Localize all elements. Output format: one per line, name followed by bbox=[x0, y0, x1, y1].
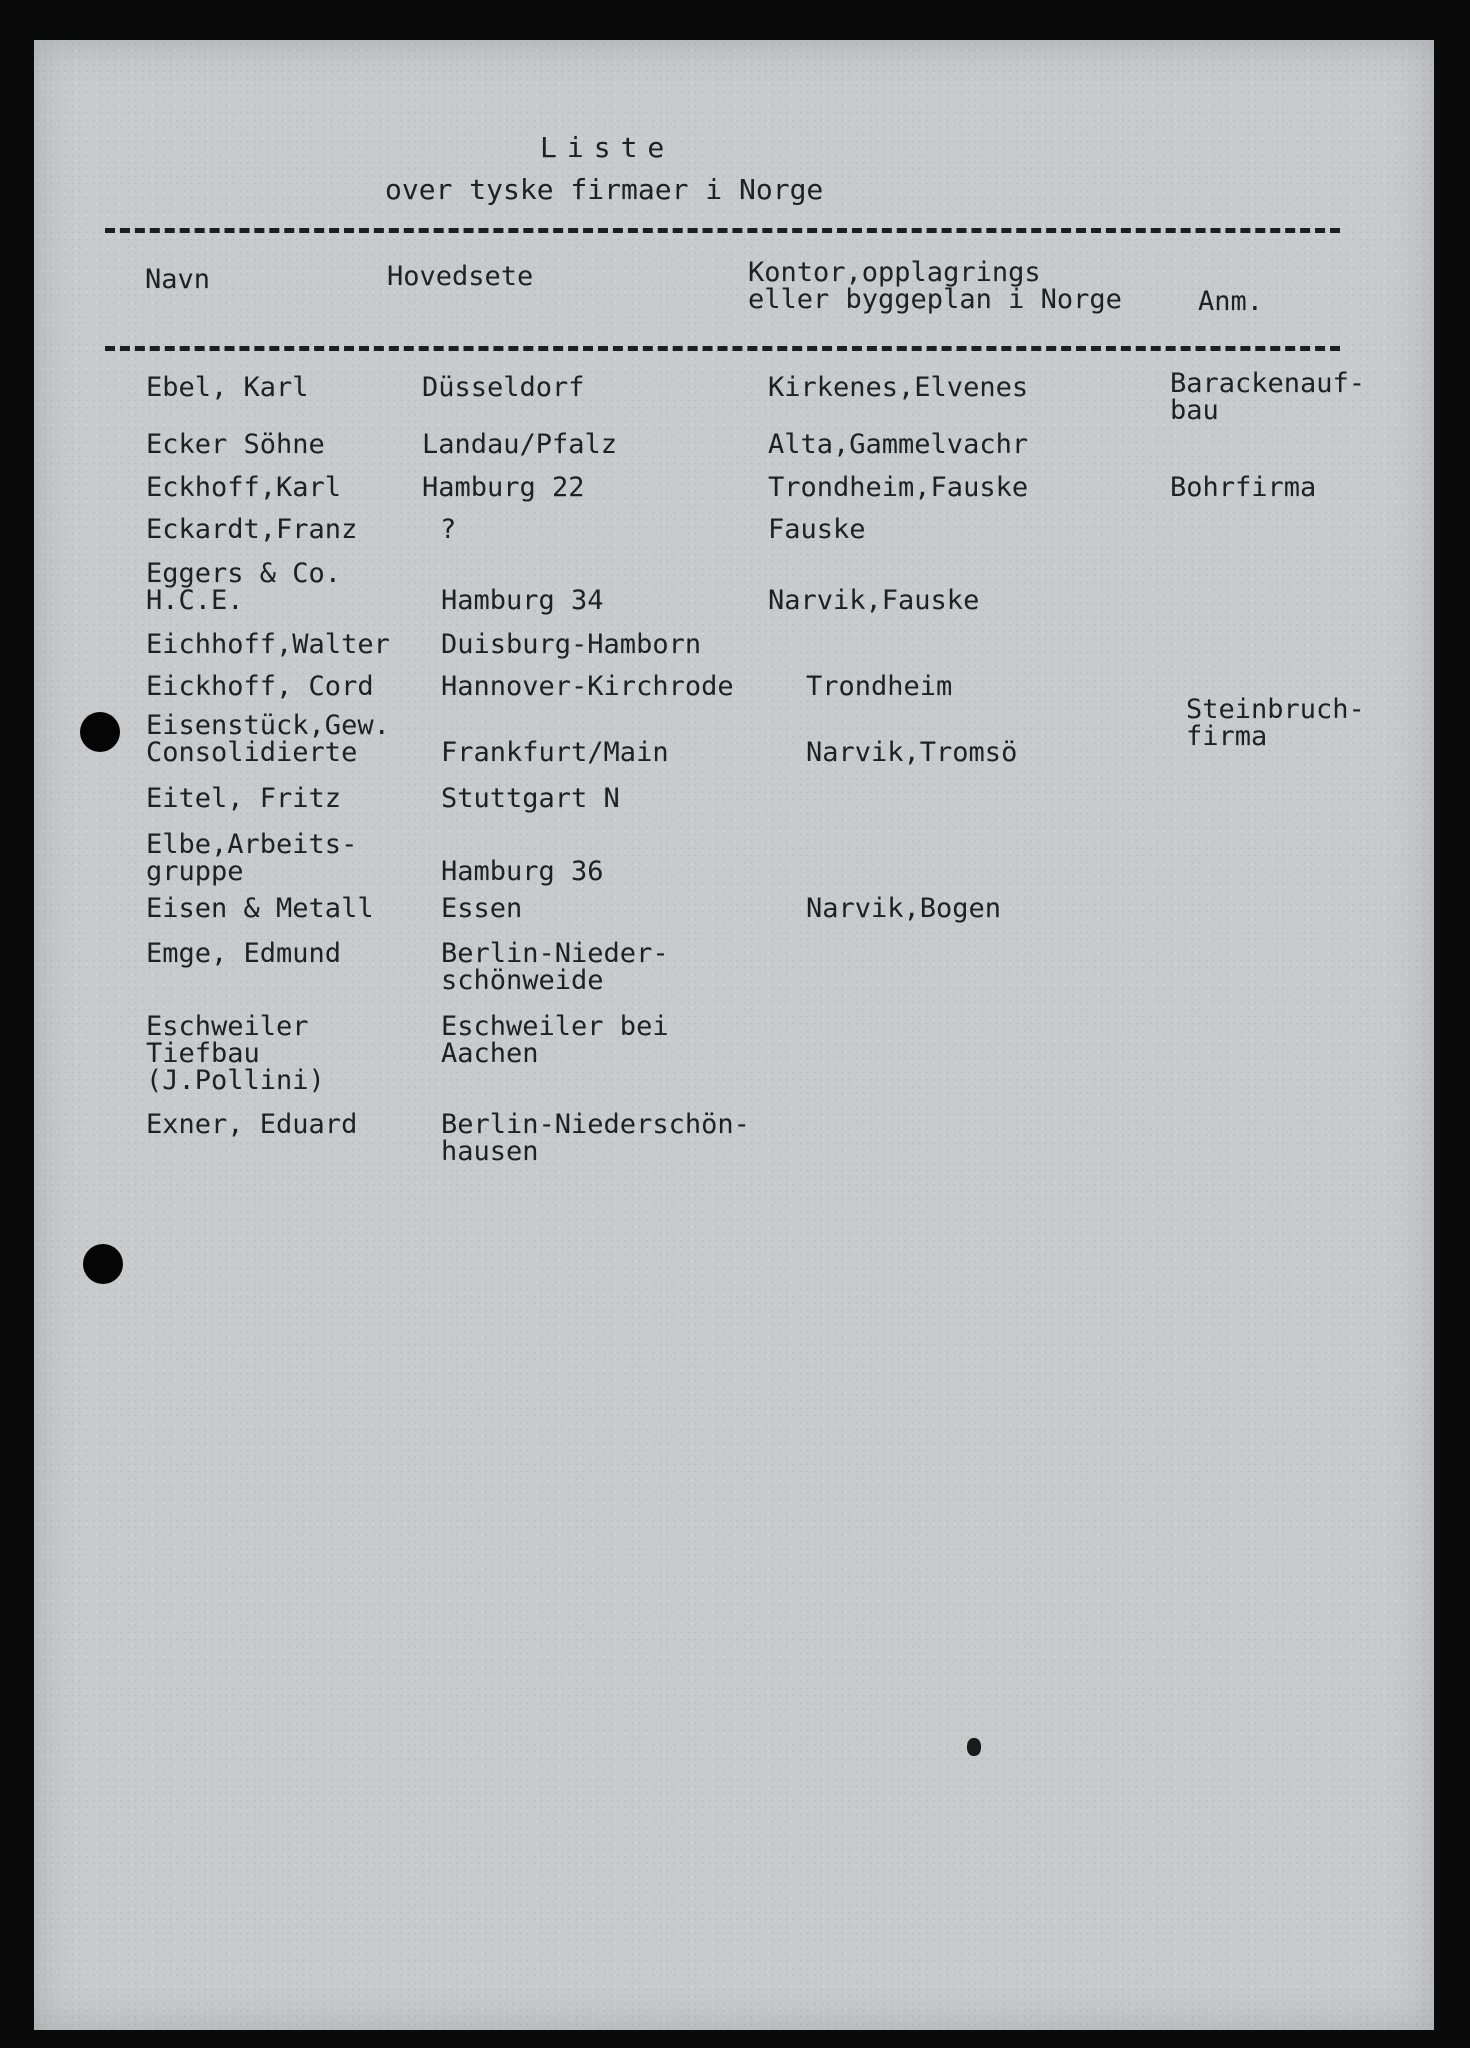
header-rule-bottom bbox=[105, 346, 1340, 351]
ink-speck bbox=[967, 1738, 981, 1756]
cell-hovedsete: ? bbox=[440, 514, 457, 545]
document-title: Liste bbox=[540, 131, 675, 164]
cell-hovedsete: Berlin-Niederschön- bbox=[441, 1109, 750, 1140]
cell-navn: Eggers & Co. bbox=[146, 558, 342, 589]
cell-hovedsete: Stuttgart N bbox=[441, 783, 620, 814]
cell-hovedsete: Berlin-Nieder- bbox=[441, 938, 669, 969]
cell-hovedsete: Hamburg 34 bbox=[441, 585, 604, 616]
cell-anm: Steinbruch- bbox=[1186, 694, 1365, 725]
cell-navn: Eickhoff, Cord bbox=[146, 671, 374, 702]
cell-kontor: Narvik,Bogen bbox=[806, 893, 1002, 924]
cell-navn: Tiefbau bbox=[146, 1038, 260, 1069]
cell-navn: Eichhoff,Walter bbox=[146, 629, 390, 660]
cell-hovedsete: Landau/Pfalz bbox=[422, 429, 618, 460]
punch-hole bbox=[83, 1244, 123, 1284]
cell-navn: H.C.E. bbox=[146, 585, 244, 616]
column-header-kontor: eller byggeplan i Norge bbox=[748, 284, 1122, 315]
cell-navn: Emge, Edmund bbox=[146, 938, 342, 969]
cell-navn: Consolidierte bbox=[146, 737, 358, 768]
cell-anm: bau bbox=[1170, 395, 1219, 426]
column-header-navn: Navn bbox=[145, 264, 211, 295]
cell-navn: Ebel, Karl bbox=[146, 372, 309, 403]
cell-hovedsete: Essen bbox=[441, 893, 523, 924]
cell-kontor: Narvik,Fauske bbox=[768, 585, 980, 616]
cell-hovedsete: Hamburg 36 bbox=[441, 856, 604, 887]
header-rule-top bbox=[105, 228, 1340, 233]
cell-navn: Eisen & Metall bbox=[146, 893, 374, 924]
cell-hovedsete: Hamburg 22 bbox=[422, 472, 585, 503]
cell-anm: Barackenauf- bbox=[1170, 368, 1366, 399]
cell-hovedsete: Duisburg-Hamborn bbox=[441, 629, 702, 660]
cell-hovedsete: Frankfurt/Main bbox=[441, 737, 669, 768]
cell-navn: Eckardt,Franz bbox=[146, 514, 358, 545]
cell-navn: (J.Pollini) bbox=[146, 1065, 325, 1096]
document-subtitle: over tyske firmaer i Norge bbox=[385, 173, 824, 206]
cell-navn: Eisenstück,Gew. bbox=[146, 710, 390, 741]
column-header-anm: Anm. bbox=[1198, 286, 1264, 317]
column-header-kontor: Kontor,opplagrings bbox=[748, 257, 1041, 288]
cell-kontor: Alta,Gammelvachr bbox=[768, 429, 1029, 460]
cell-hovedsete: Eschweiler bei bbox=[441, 1011, 669, 1042]
cell-navn: gruppe bbox=[146, 856, 244, 887]
cell-hovedsete: schönweide bbox=[441, 965, 604, 996]
cell-anm: Bohrfirma bbox=[1170, 472, 1317, 503]
cell-hovedsete: Düsseldorf bbox=[422, 372, 585, 403]
cell-navn: Eckhoff,Karl bbox=[146, 472, 342, 503]
cell-kontor: Fauske bbox=[768, 514, 866, 545]
cell-kontor: Kirkenes,Elvenes bbox=[768, 372, 1029, 403]
punch-hole bbox=[80, 712, 120, 752]
cell-hovedsete: Aachen bbox=[441, 1038, 539, 1069]
cell-hovedsete: hausen bbox=[441, 1136, 539, 1167]
column-header-hovedsete: Hovedsete bbox=[387, 261, 534, 292]
cell-kontor: Narvik,Tromsö bbox=[806, 737, 1018, 768]
cell-navn: Eschweiler bbox=[146, 1011, 309, 1042]
cell-navn: Exner, Eduard bbox=[146, 1109, 358, 1140]
cell-navn: Elbe,Arbeits- bbox=[146, 829, 358, 860]
cell-anm: firma bbox=[1186, 721, 1268, 752]
cell-navn: Eitel, Fritz bbox=[146, 783, 342, 814]
cell-hovedsete: Hannover-Kirchrode bbox=[441, 671, 734, 702]
cell-kontor: Trondheim bbox=[806, 671, 953, 702]
cell-kontor: Trondheim,Fauske bbox=[768, 472, 1029, 503]
cell-navn: Ecker Söhne bbox=[146, 429, 325, 460]
